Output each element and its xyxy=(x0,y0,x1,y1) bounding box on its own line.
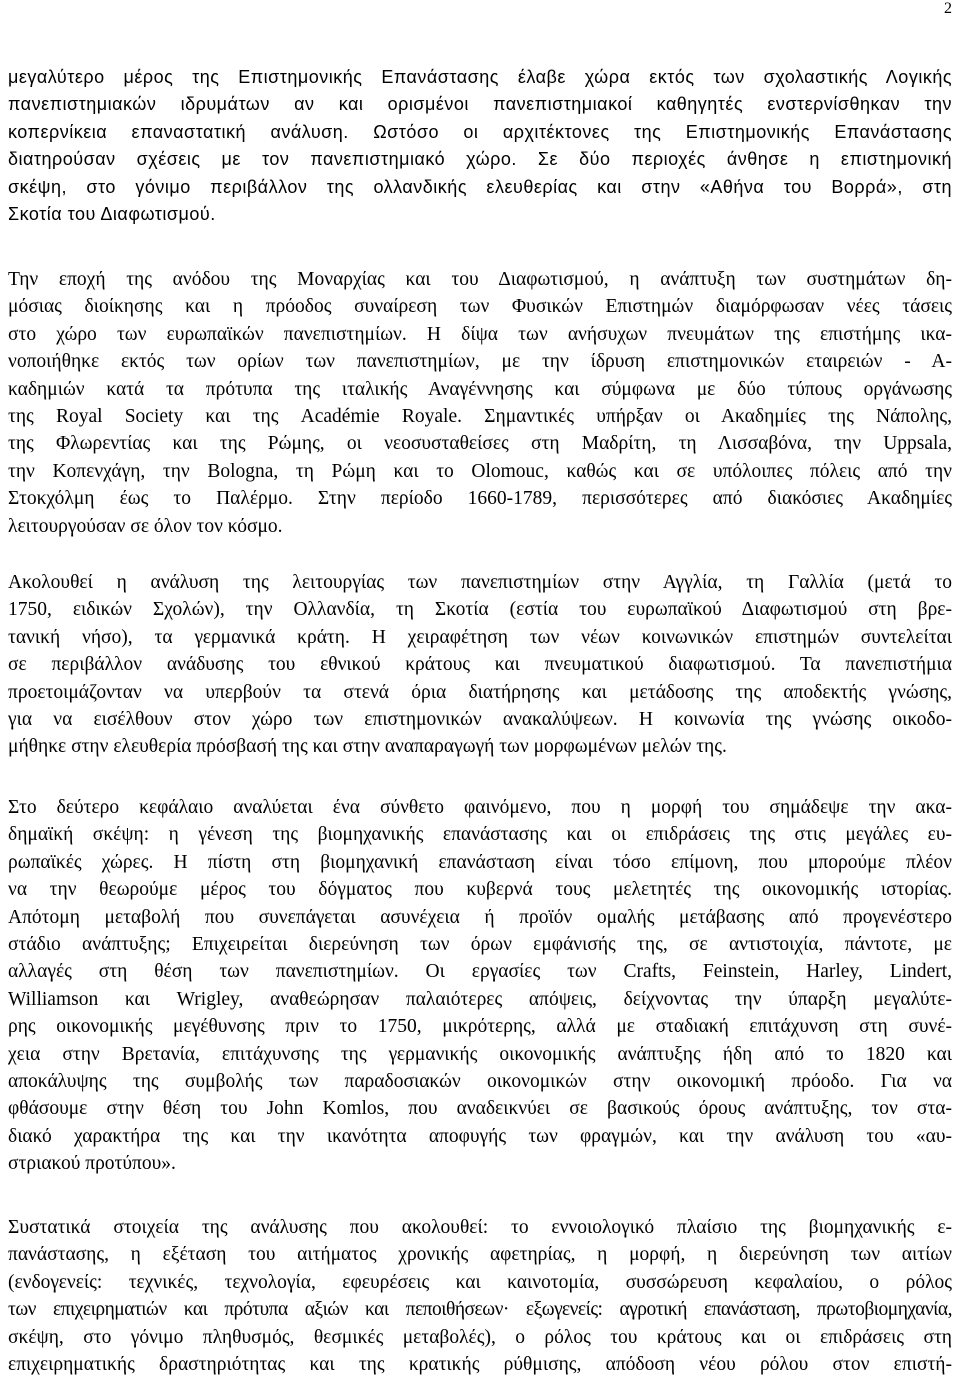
text-line: Ακολουθεί η ανάλυση της λειτουργίας των πανεπιστημίων στην Αγγλία, τη Γαλλία (μετά το xyxy=(8,572,952,593)
text-line: των επιχειρηματιών και πρότυπα αξιών και πεποιθήσεων· εξωγενείς: αγροτική επανάσταση, πρωτοβιομηχανία, xyxy=(8,1299,952,1321)
text-line: επιχειρηματικής δραστηριότητας και της κρατικής ρύθμισης, απόδοση νέου ρόλου στον επιστή- xyxy=(8,1353,952,1375)
paragraph-5 xyxy=(8,1214,952,1378)
text-line: Συστατικά στοιχεία της ανάλυσης που ακολουθεί: το εννοιολογικό πλαίσιο της βιομηχανικής ε- xyxy=(8,1217,952,1238)
text-line: σκέψη, στο γόνιμο περιβάλλον της ολλανδικής ελευθερίας και στην «Αθήνα του Βορρά», στη xyxy=(8,176,952,197)
text-line: Στο δεύτερο κεφάλαιο αναλύεται ένα σύνθετο φαινόμενο, που η μορφή του σημάδεψε την ακα- xyxy=(8,797,952,818)
paragraph-2 xyxy=(8,266,952,540)
text-line: προετοιμάζονταν να υπερβούν τα στενά όρια διατήρησης και μετάδοσης της αποδεκτής γνώσης, xyxy=(8,681,952,703)
text-line: Στοκχόλμη έως το Παλέρμο. Στην περίοδο 1660-1789, περισσότερες από διακόσιες Ακαδημίες xyxy=(8,488,952,510)
text-line: λειτουργούσαν σε όλον τον κόσμο. xyxy=(8,515,283,537)
text-line: ρης οικονομικής μεγέθυνσης πριν το 1750, μικρότερης, αλλά με σταδιακή επιτάχυνση στη συνέ- xyxy=(8,1016,952,1038)
text-line: διακό χαρακτήρα της και την ικανότητα αποφυγής των φραγμών, και την ανάλυση του «αυ- xyxy=(8,1125,952,1147)
text-line: Απότομη μεταβολή που συνεπάγεται ασυνέχεια ή προϊόν ομαλής μετάβασης από προγενέστερο xyxy=(8,906,952,928)
text-line: καδημιών κατά τα πρότυπα της ιταλικής Αναγέννησης και σύμφωνα με δύο τύπους οργάνωσης xyxy=(8,378,952,400)
text-line: της Royal Society και της Académie Royale. Σημαντικές υπήρξαν οι Ακαδημίες της Νάπολης, xyxy=(8,405,952,427)
text-line: μήθηκε στην ελευθερία πρόσβασή της και στην αναπαραγωγή των μορφωμένων μελών της. xyxy=(8,736,727,758)
text-line: να την θεωρούμε μέρος του δόγματος που κυβερνά τους μελετητές της οικονομικής ιστορίας. xyxy=(8,879,952,901)
text-line: σκέψη, στο γόνιμο πληθυσμός, θεσμικές μεταβολές), ο ρόλος του κράτους και οι επιδράσεις στη xyxy=(8,1326,952,1348)
text-line: μεγαλύτερο μέρος της Επιστημονικής Επανάστασης έλαβε χώρα εκτός των σχολαστικής Λογικής xyxy=(8,67,952,87)
text-line: τανική νήσο), τα γερμανικά κράτη. Η χειραφέτηση των νέων κοινωνικών επιστημών συντελείται xyxy=(8,626,952,648)
text-line: για να εισέλθουν στον χώρο των επιστημονικών ανακαλύψεων. Η κοινωνία της γνώσης οικοδο- xyxy=(8,708,952,730)
text-line: διατηρούσαν σχέσεις με τον πανεπιστημιακό χώρο. Σε δύο περιοχές άνθησε η επιστημονική xyxy=(8,149,952,170)
text-line: (ενδογενείς: τεχνικές, τεχνολογία, εφευρέσεις και καινοτομία, συσσώρευση κεφαλαίου, ο ρόλος xyxy=(8,1271,952,1293)
text-line: αλλαγές στη θέση των πανεπιστημίων. Οι εργασίες των Crafts, Feinstein, Harley, Lindert, xyxy=(8,961,952,983)
text-line: κοπερνίκεια επαναστατική ανάλυση. Ωστόσο οι αρχιτέκτονες της Επιστημονικής Επανάστασης xyxy=(8,121,952,142)
text-line: Σκοτία του Διαφωτισμού. xyxy=(8,203,216,224)
text-line: αποκάλυψης της συμβολής των παραδοσιακών οικονομικών στην οικονομική πρόοδο. Για να xyxy=(8,1070,952,1092)
text-line: Williamson και Wrigley, αναθεώρησαν παλαιότερες απόψεις, δείχνοντας την ύπαρξη μεγαλύτε- xyxy=(8,988,952,1010)
text-line: φθάσουμε στην θέση του John Komlos, που αναδεικνύει σε βασικούς όρους ανάπτυξης, τον στα- xyxy=(8,1098,952,1120)
text-line: σε περιβάλλον ανάδυσης του εθνικού κράτους και πνευματικού διαφωτισμού. Τα πανεπιστήμια xyxy=(8,654,952,676)
text-line: Την εποχή της ανόδου της Μοναρχίας και του Διαφωτισμού, η ανάπτυξη των συστημάτων δη- xyxy=(8,269,952,290)
text-line: χεια στην Βρετανία, επιτάχυνσης της γερμανικής οικονομικής ανάπτυξης ήδη από το 1820 και xyxy=(8,1043,952,1065)
text-line: νοποιήθηκε εκτός των ορίων των πανεπιστημίων, με την ίδρυση επιστημονικών εταιρειών - Α- xyxy=(8,351,952,373)
text-line: στο χώρο των ευρωπαϊκών πανεπιστημίων. Η δίψα των ανήσυχων πνευμάτων της επιστήμης ικα- xyxy=(8,323,952,345)
text-line: μόσιας διοίκησης και η πρόοδος συναίρεση των Φυσικών Επιστημών διαμόρφωσαν νέες τάσεις xyxy=(8,296,952,318)
text-line: στάδιο ανάπτυξης; Επιχειρείται διερεύνηση των όρων εμφάνισής της, σε αντιστοιχία, πάντοτε, με xyxy=(8,933,952,955)
paragraph-1 xyxy=(8,64,952,228)
text-line: πανάστασης, η εξέταση του αιτήματος χρονικής αφετηρίας, η μορφή, η διερεύνηση των αιτίων xyxy=(8,1244,952,1266)
text-line: 1750, ειδικών Σχολών), την Ολλανδία, τη Σκοτία (εστία του ευρωπαϊκού Διαφωτισμού στη βρε- xyxy=(8,599,952,621)
paragraph-4 xyxy=(8,794,952,1177)
text-line: ρωπαϊκές χώρες. Η πίστη στη βιομηχανική επανάσταση είναι τόσο επίμονη, που μπορούμε πλέον xyxy=(8,851,952,873)
text-line: της Φλωρεντίας και της Ρώμης, οι νεοσυσταθείσες στη Μαδρίτη, τη Λισσαβόνα, την Uppsala, xyxy=(8,433,952,455)
paragraph-3 xyxy=(8,569,952,761)
text-line: πανεπιστημιακών ιδρυμάτων αν και ορισμένοι πανεπιστημιακοί καθηγητές ενστερνίσθηκαν την xyxy=(8,94,952,115)
text-line: στριακού προτύπου». xyxy=(8,1153,176,1175)
text-line: δημαϊκή σκέψη: η γένεση της βιομηχανικής επανάστασης και οι επιδράσεις της στις μεγάλες ευ- xyxy=(8,824,952,846)
text-line: την Κοπενχάγη, την Bologna, τη Ρώμη και το Olomouc, καθώς και σε υπόλοιπες πόλεις από την xyxy=(8,460,952,482)
page-number: 2 xyxy=(944,0,952,17)
